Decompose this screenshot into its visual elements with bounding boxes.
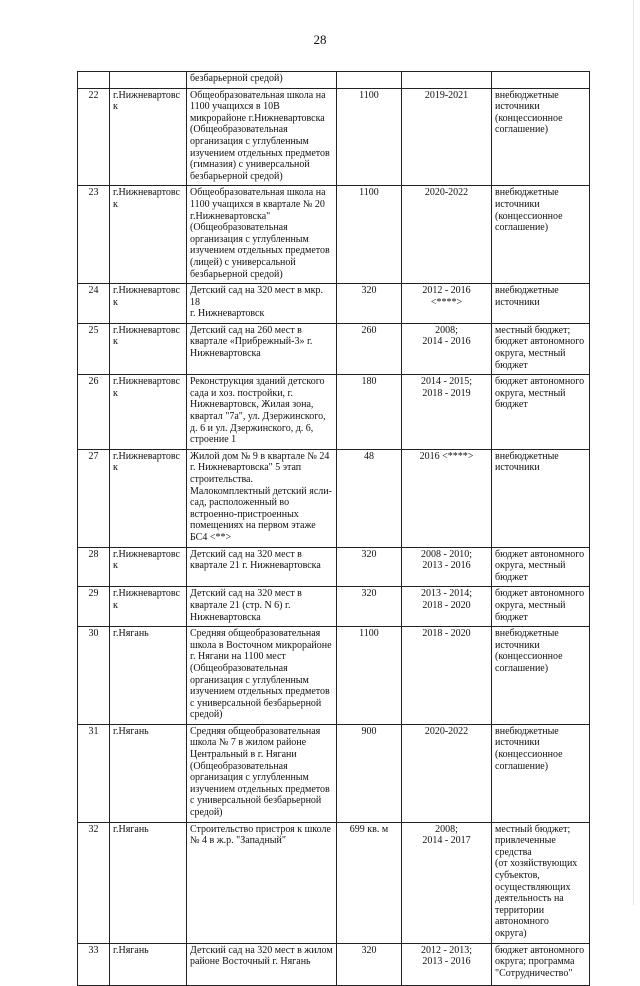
city-cell: г.Нижневартовс к [110, 375, 187, 450]
row-number: 25 [78, 323, 110, 374]
table-row [78, 627, 590, 725]
period-cell: 2020-2022 [402, 724, 492, 822]
object-cell: Детский сад на 320 мест в жилом районе Восточный г. Нягань [187, 943, 337, 985]
city-cell: г.Нижневартовс к [110, 186, 187, 284]
city-cell: г.Нягань [110, 627, 187, 725]
object-cell: Детский сад на 260 мест в квартале «Прибрежный-3» г. Нижневартовска [187, 323, 337, 374]
city-cell: г.Нягань [110, 943, 187, 985]
city-cell: г.Нижневартовс к [110, 587, 187, 627]
object-cell: Жилой дом № 9 в квартале № 24 г. Нижневартовска" 5 этап строительства. Малокомплектный детский ясли- сад, расположенный во встроенно-пристроенных помещениях на первом этаже БС4 <**> [187, 449, 337, 547]
row-number: 22 [78, 88, 110, 186]
city-cell [110, 72, 187, 89]
object-cell: Детский сад на 320 мест в мкр. 18 г. Нижневартовск [187, 284, 337, 324]
row-number: 28 [78, 547, 110, 587]
table-row [78, 822, 590, 943]
row-number [78, 72, 110, 89]
period-cell: 2008; 2014 - 2017 [402, 822, 492, 943]
capacity-cell [337, 72, 402, 89]
table-row [78, 284, 590, 324]
city-cell: г.Нягань [110, 822, 187, 943]
funding-cell [492, 72, 590, 89]
table-row [78, 449, 590, 547]
row-number: 32 [78, 822, 110, 943]
period-cell: 2014 - 2015; 2018 - 2019 [402, 375, 492, 450]
object-cell: Средняя общеобразовательная школа в Восточном микрорайоне г. Нягани на 1100 мест (Общеобразовательная организация с углубленным изучением отдельных предметов с универсальной безбарьерной средой) [187, 627, 337, 725]
city-cell: г.Нягань [110, 724, 187, 822]
table-row [78, 943, 590, 985]
city-cell: г.Нижневартовс к [110, 284, 187, 324]
object-cell: Строительство пристроя к школе № 4 в ж.р. "Западный" [187, 822, 337, 943]
object-cell: Реконструкция зданий детского сада и хоз. постройки, г. Нижневартовск, Жилая зона, квартал "7а", ул. Дзержинского, д. 6 и ул. Дзержинского, д. 6, строение 1 [187, 375, 337, 450]
row-number: 29 [78, 587, 110, 627]
row-number: 30 [78, 627, 110, 725]
row-number: 27 [78, 449, 110, 547]
table-row [78, 375, 590, 450]
table-row [78, 186, 590, 284]
funding-cell: внебюджетные источники (концессионное соглашение) [492, 627, 590, 725]
capacity-cell: 320 [337, 943, 402, 985]
period-cell: 2019-2021 [402, 88, 492, 186]
funding-cell: бюджет автономного округа, местный бюджет [492, 547, 590, 587]
funding-cell: внебюджетные источники [492, 449, 590, 547]
object-cell: Средняя общеобразовательная школа № 7 в жилом районе Центральный в г. Нягани (Общеобразовательная организация с углубленным изучением отдельных предметов с универсальной безбарьерной средой) [187, 724, 337, 822]
row-number: 23 [78, 186, 110, 284]
capacity-cell: 320 [337, 284, 402, 324]
capacity-cell: 320 [337, 547, 402, 587]
funding-cell: бюджет автономного округа, местный бюджет [492, 587, 590, 627]
table-row [78, 88, 590, 186]
capacity-cell: 1100 [337, 627, 402, 725]
object-cell: безбарьерной средой) [187, 72, 337, 89]
capacity-cell: 1100 [337, 186, 402, 284]
row-number: 24 [78, 284, 110, 324]
period-cell: 2008 - 2010; 2013 - 2016 [402, 547, 492, 587]
funding-cell: местный бюджет; привлеченные средства (от хозяйствующих субъектов, осуществляющих деятельность на территории автономного округа) [492, 822, 590, 943]
funding-cell: бюджет автономного округа, местный бюджет [492, 375, 590, 450]
city-cell: г.Нижневартовс к [110, 88, 187, 186]
period-cell: 2012 - 2013; 2013 - 2016 [402, 943, 492, 985]
funding-cell: внебюджетные источники (концессионное соглашение) [492, 88, 590, 186]
object-cell: Общеобразовательная школа на 1100 учащихся в квартале № 20 г.Нижневартовска" (Общеобразовательная организация с углубленным изучением отдельных предметов (лицей) с универсальной безбарьерной средой) [187, 186, 337, 284]
period-cell [402, 72, 492, 89]
city-cell: г.Нижневартовс к [110, 547, 187, 587]
capacity-cell: 699 кв. м [337, 822, 402, 943]
table-row [78, 587, 590, 627]
funding-cell: внебюджетные источники (концессионное соглашение) [492, 724, 590, 822]
row-number: 33 [78, 943, 110, 985]
capacity-cell: 260 [337, 323, 402, 374]
period-cell: 2018 - 2020 [402, 627, 492, 725]
period-cell: 2012 - 2016 <****> [402, 284, 492, 324]
funding-cell: бюджет автономного округа; программа "Сотрудничество" [492, 943, 590, 985]
period-cell: 2016 <****> [402, 449, 492, 547]
table-row [78, 547, 590, 587]
continuation-row [78, 72, 590, 89]
capacity-cell: 320 [337, 587, 402, 627]
capacity-cell: 1100 [337, 88, 402, 186]
city-cell: г.Нижневартовс к [110, 323, 187, 374]
period-cell: 2013 - 2014; 2018 - 2020 [402, 587, 492, 627]
row-number: 26 [78, 375, 110, 450]
table-row [78, 724, 590, 822]
page-number: 28 [313, 32, 327, 47]
period-cell: 2020-2022 [402, 186, 492, 284]
funding-cell: местный бюджет; бюджет автономного округа, местный бюджет [492, 323, 590, 374]
city-cell: г.Нижневартовс к [110, 449, 187, 547]
capacity-cell: 48 [337, 449, 402, 547]
funding-cell: внебюджетные источники (концессионное соглашение) [492, 186, 590, 284]
object-cell: Детский сад на 320 мест в квартале 21 г. Нижневартовска [187, 547, 337, 587]
scan-edge-line [633, 0, 634, 905]
row-number: 31 [78, 724, 110, 822]
object-cell: Общеобразовательная школа на 1100 учащихся в 10В микрорайоне г.Нижневартовска (Общеобразовательная организация с углубленным изучением отдельных предметов (гимназия) с универсальной безбарьерной средой) [187, 88, 337, 186]
funding-cell: внебюджетные источники [492, 284, 590, 324]
object-cell: Детский сад на 320 мест в квартале 21 (стр. N 6) г. Нижневартовска [187, 587, 337, 627]
table-row [78, 323, 590, 374]
capacity-cell: 180 [337, 375, 402, 450]
period-cell: 2008; 2014 - 2016 [402, 323, 492, 374]
capacity-cell: 900 [337, 724, 402, 822]
objects-table [77, 71, 590, 986]
